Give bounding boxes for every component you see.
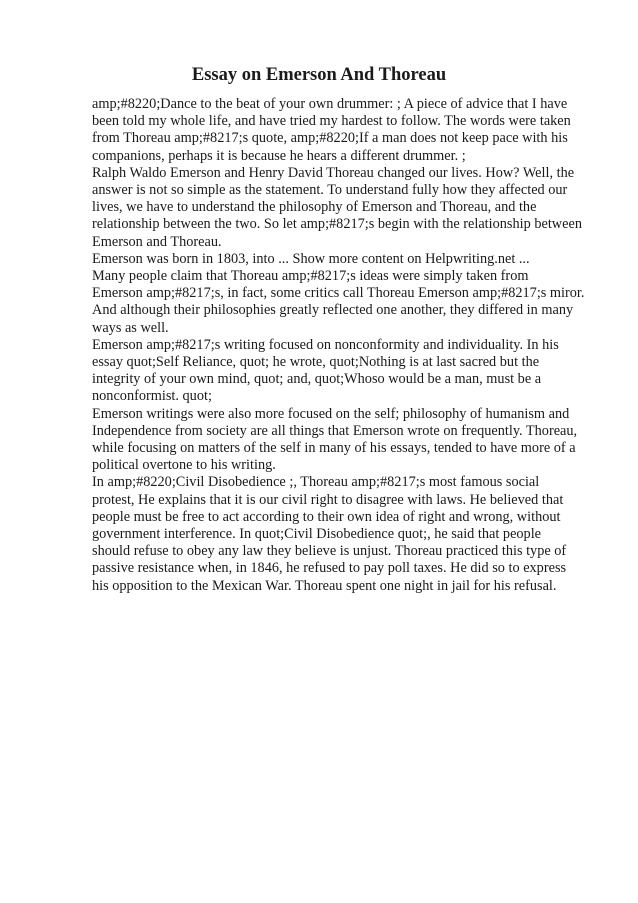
text-line: Emerson was born in 1803, into ... Show more content on Helpwriting.net ... [92,250,530,267]
text-line: answer is not so simple as the statement. To understand fully how they affected our [92,182,568,199]
text-line: And although their philosophies greatly reflected one another, they differed in many [92,302,574,319]
text-line: been told my whole life, and have tried my hardest to follow. The words were taken [92,113,571,130]
text-line: amp;#8220;Dance to the beat of your own drummer: ; A piece of advice that I have [92,96,568,112]
page-title: Essay on Emerson And Thoreau [191,65,447,85]
text-line: Emerson amp;#8217;s writing focused on nonconformity and individuality. In his [92,336,559,353]
text-line: ways as well. [92,319,169,336]
text-line: integrity of your own mind, quot; and, quot;Whoso would be a man, must be a [92,371,542,388]
text-line: Independence from society are all things that Emerson wrote on frequently. Thoreau, [92,422,578,439]
text-line: Emerson amp;#8217;s, in fact, some critics call Thoreau Emerson amp;#8217;s miror. [92,285,585,302]
text-line: lives, we have to understand the philosophy of Emerson and Thoreau, and the [92,199,537,216]
text-line: Many people claim that Thoreau amp;#8217;s ideas were simply taken from [92,268,529,285]
text-line: In amp;#8220;Civil Disobedience ;, Thoreau amp;#8217;s most famous social [92,474,540,491]
text-line: people must be free to act according to their own idea of right and wrong, without [92,508,561,525]
text-line: should refuse to obey any law they believe is unjust. Thoreau practiced this type of [92,543,567,560]
text-line: from Thoreau amp;#8217;s quote, amp;#8220;If a man does not keep pace with his [92,130,568,147]
text-line: Emerson writings were also more focused on the self; philosophy of humanism and [92,405,570,422]
text-line: while focusing on matters of the self in many of his essays, tended to have more of a [92,440,576,457]
essay-body [92,96,592,595]
text-line: protest, He explains that it is our civil right to disagree with laws. He believed that [92,491,564,508]
text-line: Emerson and Thoreau. [92,233,222,250]
text-line: essay quot;Self Reliance, quot; he wrote, quot;Nothing is at last sacred but the [92,354,540,371]
text-line: companions, perhaps it is because he hears a different drummer. ; [92,147,466,164]
text-line: passive resistance when, in 1846, he refused to pay poll taxes. He did so to express [92,560,567,577]
text-line: government interference. In quot;Civil Disobedience quot;, he said that people [92,526,542,543]
text-line: political overtone to his writing. [92,457,276,474]
text-line: his opposition to the Mexican War. Thoreau spent one night in jail for his refusal. [92,577,557,594]
text-line: nonconformist. quot; [92,388,212,405]
text-line: Ralph Waldo Emerson and Henry David Thoreau changed our lives. How? Well, the [92,164,575,181]
text-line: relationship between the two. So let amp;#8217;s begin with the relationship between [92,216,582,233]
